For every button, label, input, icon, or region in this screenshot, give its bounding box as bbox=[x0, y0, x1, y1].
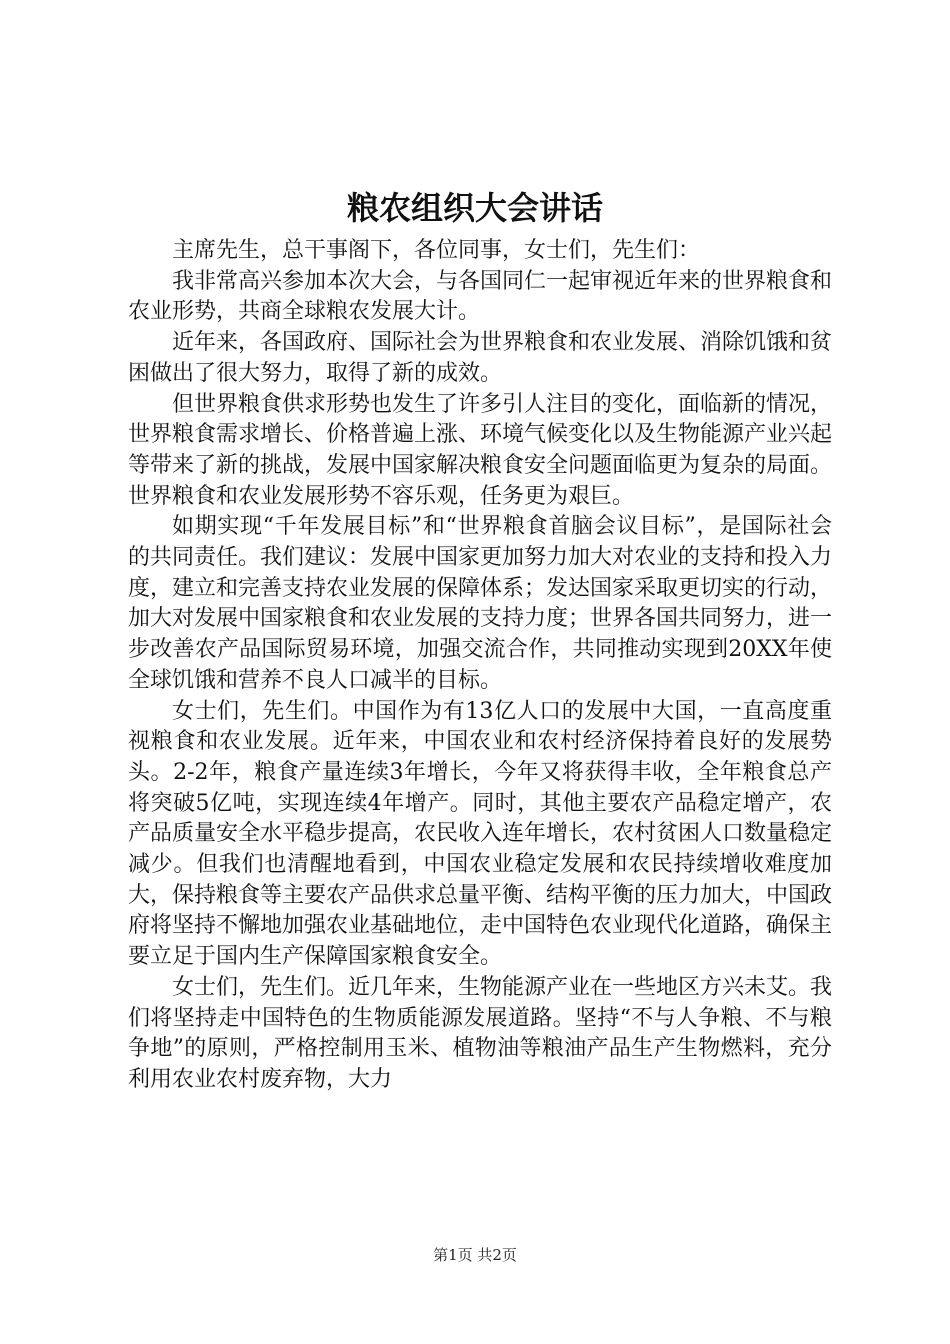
document-title: 粮农组织大会讲话 bbox=[346, 189, 603, 227]
paragraph: 女士们，先生们。近几年来，生物能源产业在一些地区方兴未艾。我们将坚持走中国特色的生物质能源发展道路。坚持“不与人争粮、不与粮争地”的原则，严格控制用玉米、植物油等粮油产品生产生物燃料，充分利用农业农村废弃物，大力 bbox=[128, 974, 833, 1092]
paragraph: 女士们，先生们。中国作为有13亿人口的发展中大国，一直高度重视粮食和农业发展。近年来，中国农业和农村经济保持着良好的发展势头。2-2年，粮食产量连续3年增长，今年又将获得丰收，全年粮食总产将突破5亿吨，实现连续4年增产。同时，其他主要农产品稳定增产，农产品质量安全水平稳步提高，农民收入连年增长，农村贫困人口数量稳定减少。但我们也清醒地看到，中国农业稳定发展和农民持续增收难度加大，保持粮食等主要农产品供求总量平衡、结构平衡的压力加大，中国政府将坚持不懈地加强农业基础地位，走中国特色农业现代化道路，确保主要立足于国内生产保障国家粮食安全。 bbox=[128, 698, 833, 970]
document-body bbox=[128, 236, 832, 1096]
paragraph: 如期实现“千年发展目标”和“世界粮食首脑会议目标”，是国际社会的共同责任。我们建议：发展中国家更加努力加大对农业的支持和投入力度，建立和完善支持农业发展的保障体系；发达国家采取更切实的行动，加大对发展中国家粮食和农业发展的支持力度；世界各国共同努力，进一步改善农产品国际贸易环境，加强交流合作，共同推动实现到20XX年使全球饥饿和营养不良人口减半的目标。 bbox=[128, 514, 833, 693]
paragraph-salutation: 主席先生，总干事阁下，各位同事，女士们，先生们： bbox=[172, 238, 701, 263]
paragraph: 近年来，各国政府、国际社会为世界粮食和农业发展、消除饥饿和贫困做出了很大努力，取得了新的成效。 bbox=[128, 330, 833, 386]
page-number-footer: 第1页 共2页 bbox=[433, 1246, 517, 1264]
paragraph: 但世界粮食供求形势也发生了许多引人注目的变化，面临新的情况，世界粮食需求增长、价格普遍上涨、环境气候变化以及生物能源产业兴起等带来了新的挑战，发展中国家解决粮食安全问题面临更为复杂的局面。世界粮食和农业发展形势不容乐观，任务更为艰巨。 bbox=[128, 391, 833, 509]
paragraph: 我非常高兴参加本次大会，与各国同仁一起审视近年来的世界粮食和农业形势，共商全球粮农发展大计。 bbox=[128, 268, 833, 325]
